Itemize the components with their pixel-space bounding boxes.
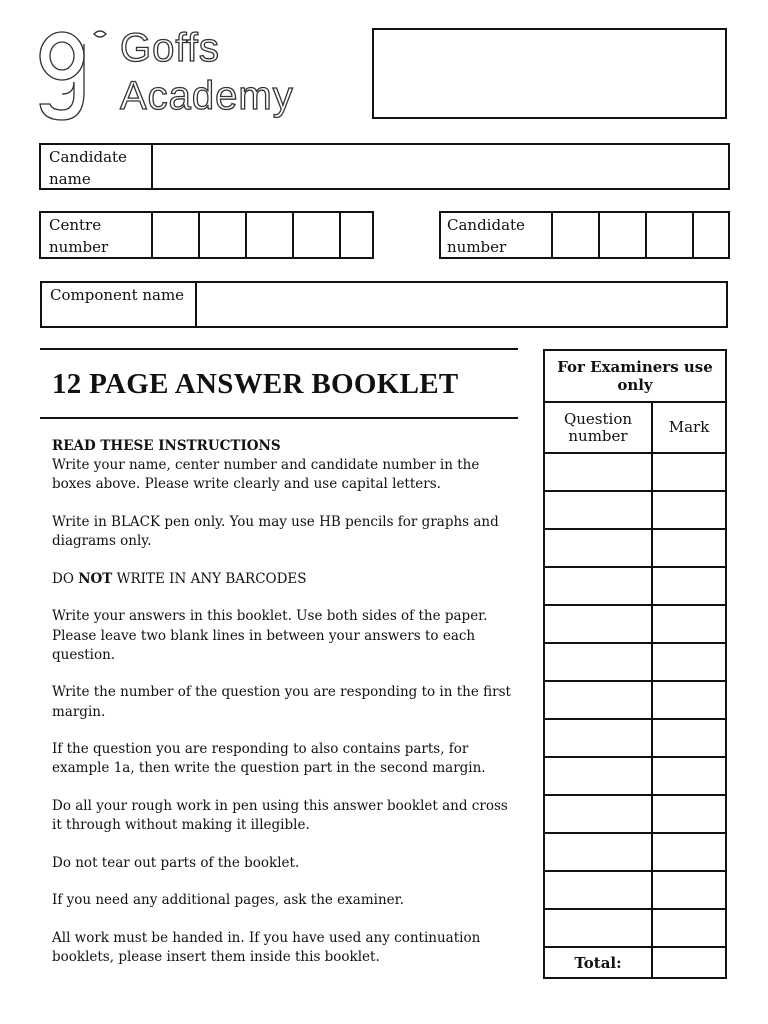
- component-name-field[interactable]: [195, 283, 726, 326]
- mark-cell[interactable]: [652, 643, 726, 681]
- question-number-cell[interactable]: [544, 605, 652, 643]
- mark-cell[interactable]: [652, 529, 726, 567]
- question-number-cell[interactable]: [544, 567, 652, 605]
- barcode-box: [372, 28, 727, 119]
- mark-header: Mark: [652, 402, 726, 453]
- instruction-item: Write in BLACK pen only. You may use HB pencils for graphs and diagrams only.: [52, 514, 499, 550]
- page-title: 12 PAGE ANSWER BOOKLET: [52, 368, 459, 400]
- mark-cell[interactable]: [652, 605, 726, 643]
- centre-number-row: [39, 211, 374, 259]
- instruction-item: If the question you are responding to also contains parts, for example 1a, then write the question part in the second margin.: [52, 741, 486, 777]
- title-top-rule: [40, 348, 518, 350]
- mark-cell[interactable]: [652, 491, 726, 529]
- logo-name-line-1: Goffs: [120, 26, 220, 70]
- mark-cell[interactable]: [652, 567, 726, 605]
- centre-number-label: Centre number: [49, 216, 109, 256]
- instruction-item: Write your answers in this booklet. Use both sides of the paper. Please leave two blank lines in between your answers to each question.: [52, 608, 488, 663]
- mark-cell[interactable]: [652, 909, 726, 947]
- component-name-label: Component name: [50, 286, 185, 304]
- candidate-number-digit[interactable]: [598, 213, 645, 257]
- question-number-cell[interactable]: [544, 719, 652, 757]
- mark-cell[interactable]: [652, 757, 726, 795]
- candidate-number-digit[interactable]: [551, 213, 598, 257]
- question-number-cell[interactable]: [544, 529, 652, 567]
- candidate-number-row: [439, 211, 730, 259]
- question-number-cell[interactable]: [544, 453, 652, 491]
- instruction-emphasis: NOT: [78, 570, 113, 587]
- instruction-item: Do not tear out parts of the booklet.: [52, 854, 300, 871]
- mark-cell[interactable]: [652, 453, 726, 491]
- examiner-heading: For Examiners use only: [544, 350, 726, 402]
- logo-g-mark-icon: [34, 24, 124, 128]
- instruction-text: DO: [52, 570, 79, 587]
- instruction-item: Write the number of the question you are responding to in the first margin.: [52, 684, 511, 720]
- mark-cell[interactable]: [652, 719, 726, 757]
- mark-cell[interactable]: [652, 871, 726, 909]
- total-mark-cell[interactable]: [652, 947, 726, 978]
- centre-number-digit[interactable]: [292, 213, 339, 257]
- candidate-name-row: [39, 143, 730, 190]
- instruction-item: Do all your rough work in pen using this answer booklet and cross it through without making it illegible.: [52, 797, 508, 834]
- question-number-cell[interactable]: [544, 871, 652, 909]
- logo-name-line-2: Academy: [120, 74, 294, 118]
- component-name-row: [40, 281, 728, 328]
- mark-cell[interactable]: [652, 795, 726, 833]
- instruction-text: WRITE IN ANY BARCODES: [112, 570, 307, 587]
- school-logo: [34, 24, 334, 128]
- candidate-name-field[interactable]: [151, 145, 728, 188]
- mark-cell[interactable]: [652, 833, 726, 871]
- candidate-number-digit[interactable]: [692, 213, 728, 257]
- question-number-cell[interactable]: [544, 795, 652, 833]
- instruction-item: If you need any additional pages, ask the examiner.: [52, 892, 404, 909]
- title-bottom-rule: [40, 417, 518, 419]
- question-number-cell[interactable]: [544, 681, 652, 719]
- total-label: Total:: [544, 947, 652, 978]
- instruction-item: Write your name, center number and candidate number in the boxes above. Please write clearly and use capital letters.: [52, 457, 480, 493]
- candidate-number-label: Candidate number: [447, 216, 525, 256]
- question-number-header: Question number: [544, 402, 652, 453]
- question-number-cell[interactable]: [544, 909, 652, 947]
- centre-number-digit[interactable]: [245, 213, 292, 257]
- candidate-number-digit[interactable]: [645, 213, 692, 257]
- instructions: [52, 437, 512, 986]
- centre-number-digit[interactable]: [339, 213, 372, 257]
- instructions-heading: READ THESE INSTRUCTIONS: [52, 438, 281, 454]
- examiner-table: [543, 349, 727, 979]
- candidate-name-label: Candidate name: [49, 148, 127, 188]
- instruction-item: [52, 570, 512, 589]
- mark-cell[interactable]: [652, 681, 726, 719]
- question-number-cell[interactable]: [544, 757, 652, 795]
- question-number-cell[interactable]: [544, 491, 652, 529]
- centre-number-digit[interactable]: [151, 213, 198, 257]
- question-number-cell[interactable]: [544, 643, 652, 681]
- centre-number-digit[interactable]: [198, 213, 245, 257]
- instruction-item: All work must be handed in. If you have used any continuation booklets, please insert them inside this booklet.: [52, 929, 481, 966]
- question-number-cell[interactable]: [544, 833, 652, 871]
